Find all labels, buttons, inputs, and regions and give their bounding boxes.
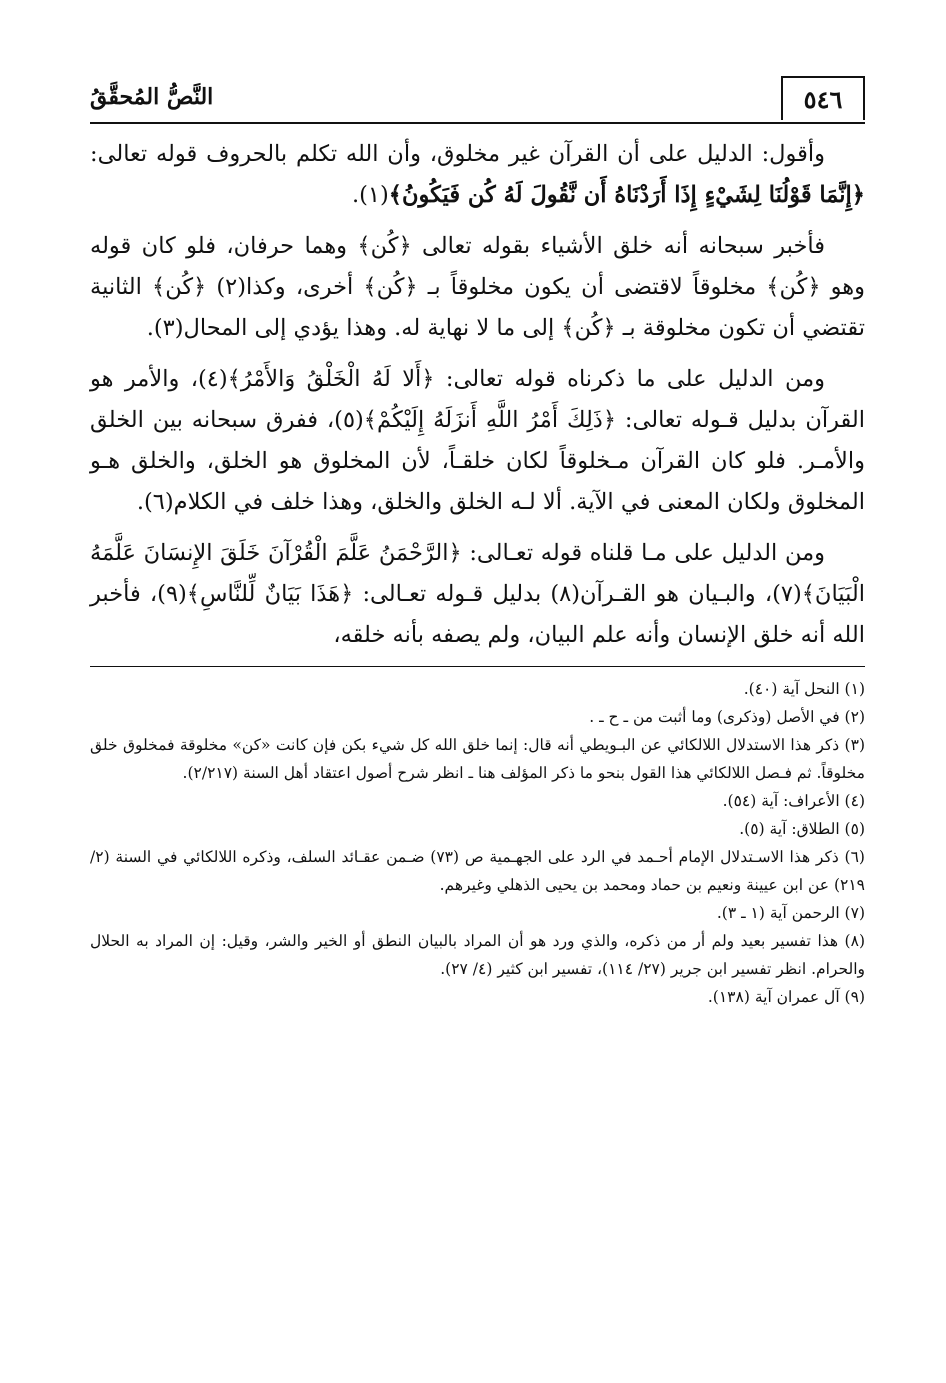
paragraph: فأخبر سبحانه أنه خلق الأشياء بقوله تعالى ﴿كُن﴾ وهما حرفان، فلو كان قوله وهو ﴿كُن﴾ مخلوقاً لاقتضى أن يكون مخلوقاً بـ ﴿كُن﴾ أخرى، وكذا(٢) ﴿كُن﴾ الثانية تقتضي أن تكون مخلوقة بـ ﴿كُن﴾ إلى ما لا نهاية له. وهذا يؤدي إلى المحال(٣). xyxy=(90,233,866,341)
footnote-ref: (١). xyxy=(351,182,389,208)
page-header xyxy=(90,70,865,124)
running-title: النَّصُّ المُحقَّقُ xyxy=(90,84,214,110)
footnote: (٩) آل عمران آية (١٣٨). xyxy=(707,988,865,1006)
paragraph: ومن الدليل على ما ذكرناه قوله تعالى: ﴿أَلا لَهُ الْخَلْقُ وَالأَمْرُ﴾(٤)، والأمر هو القرآن بدليل قـوله تعالى: ﴿ذَلِكَ أَمْرُ اللَّهِ أَنزَلَهُ إِلَيْكُمْ﴾(٥)، ففرق سبحانه بين الخلق والأمـر. فلو كان القرآن مـخلوقاً لكان خلقـاً، لأن المخلوق هو الخلق، والخلق هـو المخلوق ولكان المعنى في الآية. ألا لـه الخلق والخلق، وهذا خلف في الكلام(٦). xyxy=(90,366,865,515)
footnote: (٦) ذكر هذا الاسـتدلال الإمام أحـمد في الرد على الجهـمية ص (٧٣) ضـمن عقـائد السلف، وذكره اللالكائي في السنة (٢/ ٢١٩) عن ابن عيينة ونعيم بن حماد ومحمد بن يحيى الذهلي وغيرهم. xyxy=(90,848,865,894)
footnote: (٨) هذا تفسير بعيد ولم أر من ذكره، والذي ورد هو أن المراد بالبيان النطق أو الخير والشر، وقيل: إن المراد به الحلال والحرام. انظر تفسير ابن جرير (٢٧/ ١١٤)، تفسير ابن كثير (٤/ ٢٧). xyxy=(90,932,865,978)
footnote: (٧) الرحمن آية (١ ـ ٣). xyxy=(716,904,865,922)
quran-verse: ﴿إِنَّمَا قَوْلُنَا لِشَيْءٍ إِذَا أَرَدْنَاهُ أَن نَّقُولَ لَهُ كُن فَيَكُونُ﴾ xyxy=(388,182,865,208)
footnotes xyxy=(90,666,865,1011)
footnote: (٢) في الأصل (وذكرى) وما أثبت من ـ ح ـ . xyxy=(589,708,865,726)
paragraph: ومن الدليل على مـا قلناه قوله تعـالى: ﴿الرَّحْمَنُ عَلَّمَ الْقُرْآنَ خَلَقَ الإِنسَانَ عَلَّمَهُ الْبَيَانَ﴾(٧)، والبـيان هو القـرآن(٨) بدليل قـوله تعـالى: ﴿هَذَا بَيَانٌ لِّلنَّاسِ﴾(٩)، فأخبر الله أنه خلق الإنسان وأنه علم البيان، ولم يصفه بأنه خلقه، xyxy=(90,540,865,648)
page-number: ٥٤٦ xyxy=(781,76,865,120)
paragraph-text: وأقول: الدليل على أن القرآن غير مخلوق، وأن الله تكلم بالحروف قوله تعالى: xyxy=(90,141,825,167)
footnote: (١) النحل آية (٤٠). xyxy=(743,680,865,698)
main-text xyxy=(90,134,865,656)
book-page xyxy=(90,70,865,1011)
footnote: (٥) الطلاق: آية (٥). xyxy=(739,820,865,838)
footnote: (٤) الأعراف: آية (٥٤). xyxy=(722,792,865,810)
paragraph xyxy=(90,134,865,216)
footnote: (٣) ذكر هذا الاستدلال اللالكائي عن البـويطي أنه قال: إنما خلق الله كل شيء بكن فإن كانت «كن» مخلوقة فمخلوق خلق مخلوقاً. ثم فـصل اللالكائي هذا القول بنحو ما ذكر المؤلف هنا ـ انظر شرح أصول اعتقاد أهل السنة (٢/٢١٧). xyxy=(90,736,865,782)
